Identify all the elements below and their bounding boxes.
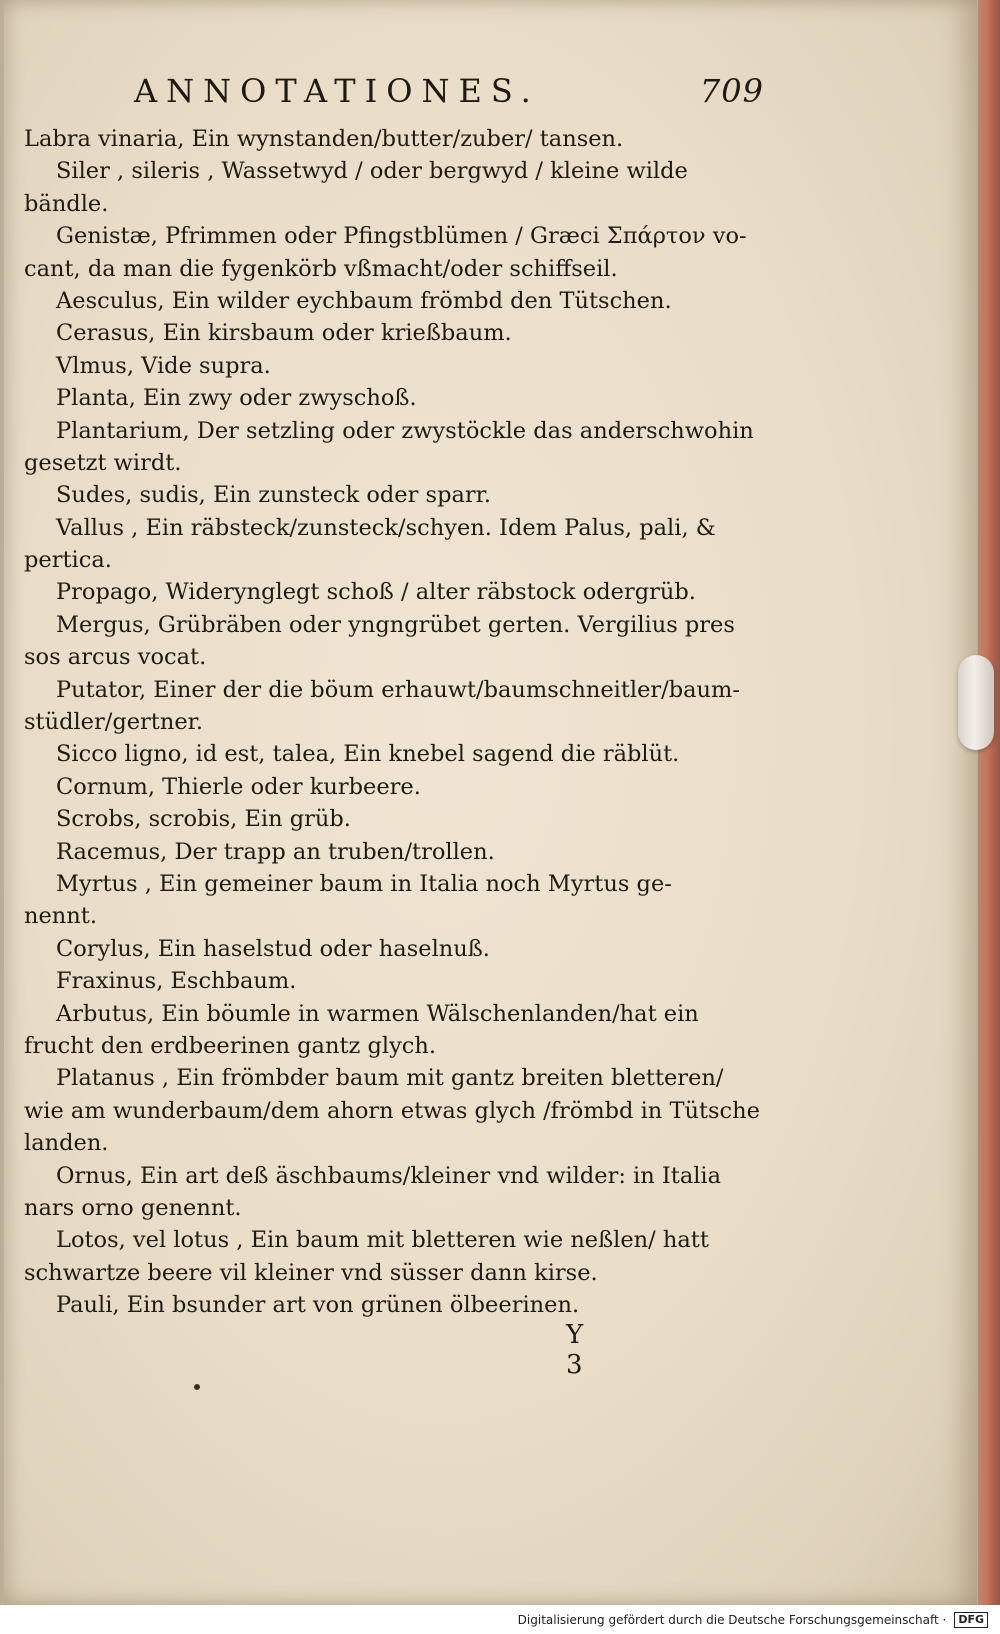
text-line: nars orno genennt. [24,1194,242,1221]
text-line: Sudes, sudis, Ein zunsteck oder sparr. [56,482,492,509]
text-line: cant, da man die fygenkörb vßmacht/oder schiffseil. [24,255,618,282]
text-line: Putator, Einer der die böum erhauwt/baumschneitler/baum- [56,676,740,703]
text-line: Plantarium, Der setzling oder zwystöckle das anderschwohin [56,417,754,444]
funding-credit: Digitalisierung gefördert durch die Deutsche Forschungsgemeinschaft · [517,1612,947,1627]
text-line: nennt. [24,903,97,930]
text-line: Fraxinus, Eschbaum. [56,968,297,995]
text-line: schwartze beere vil kleiner vnd süsser dann kirse. [24,1259,598,1286]
text-line: Scrobs, scrobis, Ein grüb. [56,806,351,833]
page-number: 709 [699,72,764,110]
ink-spot [194,1384,200,1390]
text-line: Labra vinaria, Ein wynstanden/butter/zuber/ tansen. [24,126,624,152]
text-line: Cerasus, Ein kirsbaum oder krießbaum. [56,320,512,347]
text-line: landen. [24,1130,109,1157]
text-line: Siler , sileris , Wassetwyd / oder bergwyd / kleine wilde [56,158,688,185]
text-line: wie am wunderbaum/dem ahorn etwas glych /frömbd in Tütsche [24,1097,760,1124]
text-line: Myrtus , Ein gemeiner baum in Italia noch Myrtus ge- [56,870,672,897]
signature-mark: Y 3 [566,1320,604,1380]
text-line: pertica. [24,547,112,574]
red-page-edge [978,0,1000,1605]
text-line: Mergus, Grübräben oder yngngrübet gerten. Vergilius pres [56,611,735,638]
text-line: Pauli, Ein bsunder art von grünen ölbeerinen. [56,1292,580,1319]
page-clip [958,655,994,750]
footer-bar [0,1605,1000,1634]
text-line: stüdler/gertner. [24,709,204,736]
text-line: Corylus, Ein haselstud oder haselnuß. [56,935,490,962]
text-line: Sicco ligno, id est, talea, Ein knebel sagend die räblüt. [56,741,680,768]
text-line: sos arcus vocat. [24,644,207,671]
text-line: frucht den erdbeerinen gantz glych. [24,1032,437,1059]
book-page [4,0,977,1605]
text-line: Racemus, Der trapp an truben/trollen. [56,838,495,865]
text-line: bändle. [24,190,109,217]
text-line: Genistæ, Pfrimmen oder Pfingstblümen / Græci Σπάρτον vo- [56,223,747,250]
text-line: Platanus , Ein frömbder baum mit gantz breiten bletteren/ [56,1065,724,1092]
text-line: Cornum, Thierle oder kurbeere. [56,773,421,800]
text-line: Vlmus, Vide supra. [56,352,271,379]
text-line: Propago, Widerynglegt schoß / alter räbstock odergrüb. [56,579,696,606]
dfg-logo: DFG [954,1612,988,1628]
running-header [134,72,764,122]
text-line: Aesculus, Ein wilder eychbaum frömbd den Tütschen. [56,287,672,314]
text-line: Vallus , Ein räbsteck/zunsteck/schyen. Idem Palus, pali, & [56,514,716,541]
body-text [24,123,764,1321]
text-line: Arbutus, Ein böumle in warmen Wälschenlanden/hat ein [56,1000,699,1027]
text-line: Lotos, vel lotus , Ein baum mit bletteren wie neßlen/ hatt [56,1227,709,1254]
running-title: ANNOTATIONES. [134,72,540,110]
text-line: Ornus, Ein art deß äschbaums/kleiner vnd wilder: in Italia [56,1162,722,1189]
text-line: gesetzt wirdt. [24,449,182,476]
text-line: Planta, Ein zwy oder zwyschoß. [56,385,417,412]
